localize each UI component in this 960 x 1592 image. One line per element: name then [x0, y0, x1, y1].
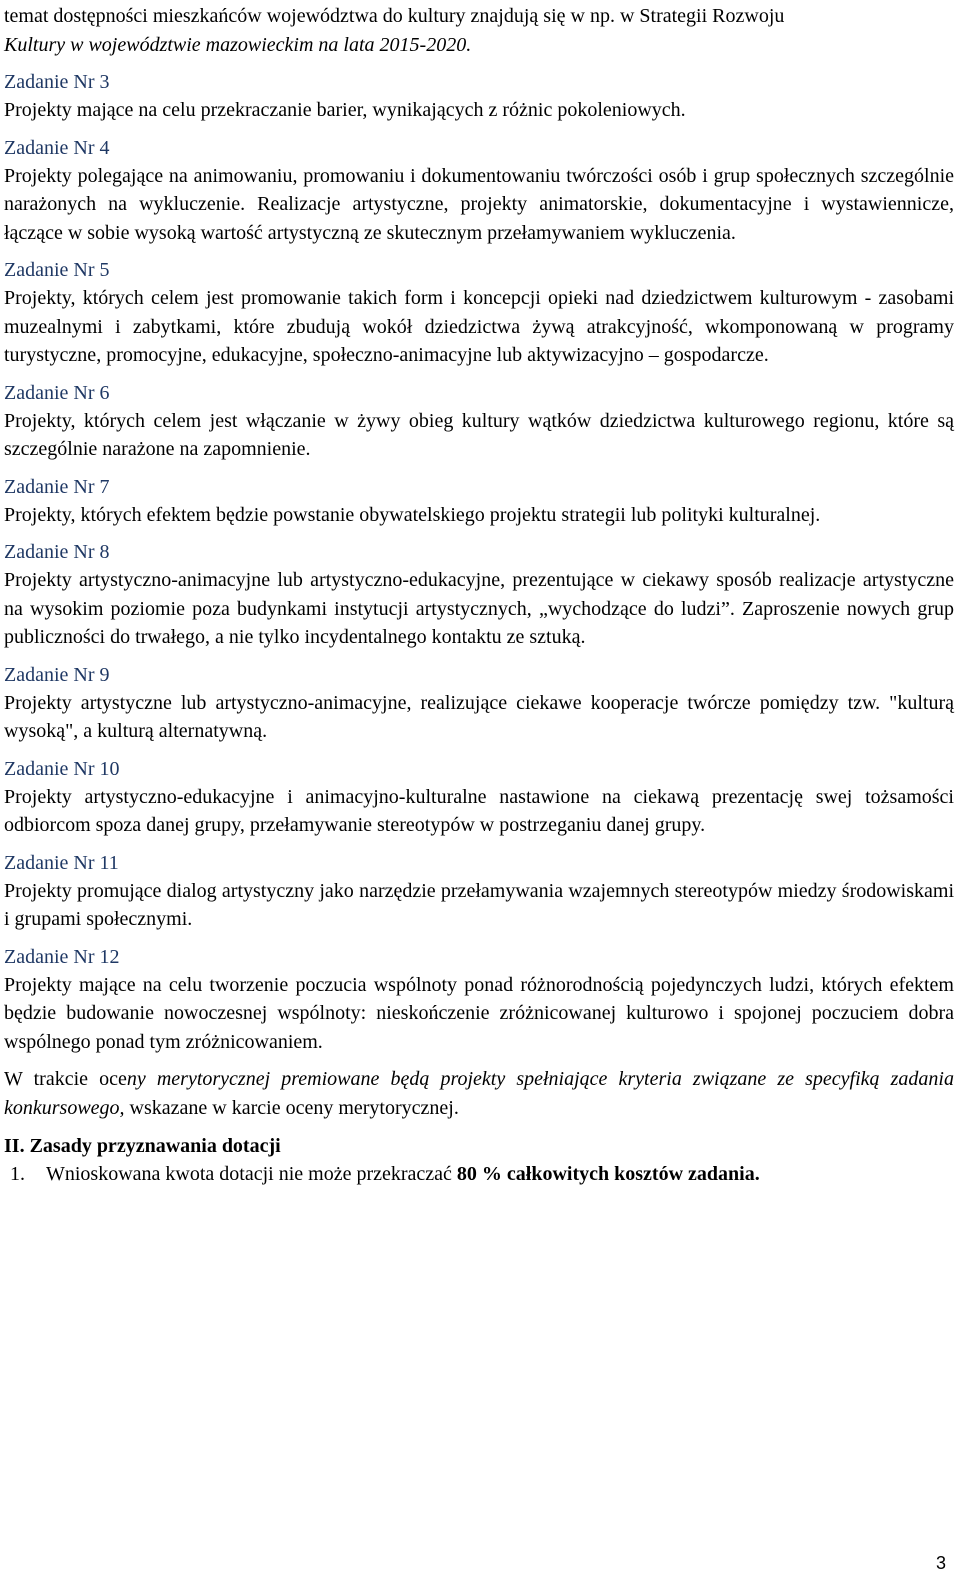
task-description: Projekty mające na celu tworzenie poczucia wspólnoty ponad różnorodnością pojedynczych ludzi, których efektem będzie budowanie nowoczesnej wspólnoty: nieskończenie zróżnicowanej kulturowo i spojonej poczuciem dobra wspólnego ponad tym zróżnicowaniem. [4, 973, 954, 1053]
task-heading: Zadanie Nr 10 [4, 757, 120, 780]
task-heading: Zadanie Nr 6 [4, 381, 110, 404]
task-description: Projekty artystyczne lub artystyczno-animacyjne, realizujące ciekawe kooperacje twórcze pomiędzy tzw. "kulturą wysoką", a kulturą alternatywną. [4, 691, 954, 742]
task-heading: Zadanie Nr 7 [4, 475, 110, 498]
task-section-10 [4, 755, 954, 840]
task-heading: Zadanie Nr 5 [4, 259, 110, 281]
task-description: Projekty artystyczno-animacyjne lub artystyczno-edukacyjne, prezentujące w ciekawy sposób realizacje artystyczne na wysokim poziomie poza budynkami instytucji artystycznych, „wychodzące do ludzi”. Zaproszenie nowych grup publiczności do trwałego, a nie tylko incydentalnego kontaktu ze sztuką. [4, 569, 954, 648]
task-section-4 [4, 134, 954, 248]
section-title: II. Zasady przyznawania dotacji [4, 1135, 281, 1157]
task-section-9 [4, 661, 954, 746]
task-heading: Zadanie Nr 4 [4, 136, 110, 159]
task-section-7 [4, 473, 954, 530]
task-heading: Zadanie Nr 12 [4, 945, 120, 968]
task-section-3 [4, 68, 954, 125]
document-content [4, 2, 954, 1188]
task-section-12 [4, 943, 954, 1057]
list-item-text-regular: Wnioskowana kwota dotacji nie może przekraczać [46, 1163, 457, 1185]
intro-paragraph [4, 2, 954, 59]
list-item-number: 1. [10, 1163, 25, 1185]
page-number: 3 [935, 1553, 946, 1573]
task-section-11 [4, 849, 954, 934]
task-section-5 [4, 256, 954, 370]
task-description: Projekty mające na celu przekraczanie barier, wynikających z różnic pokoleniowych. [4, 99, 686, 121]
list-item [10, 1160, 954, 1188]
evaluation-note-start: W trakcie oce [4, 1068, 127, 1090]
task-heading: Zadanie Nr 3 [4, 71, 110, 93]
intro-line-1: temat dostępności mieszkańców województwa do kultury znajdują się w np. w Strategii Rozwoju [4, 5, 785, 27]
list-item-text-bold: 80 % całkowitych kosztów zadania. [456, 1163, 760, 1185]
task-heading: Zadanie Nr 8 [4, 541, 110, 563]
task-heading: Zadanie Nr 11 [4, 851, 119, 874]
task-section-6 [4, 379, 954, 464]
evaluation-note-end: wskazane w karcie oceny merytorycznej. [124, 1096, 459, 1119]
task-description: Projekty promujące dialog artystyczny jako narzędzie przełamywania wzajemnych stereotypów miedzy środowiskami i grupami społecznymi. [4, 879, 954, 930]
task-description: Projekty, których efektem będzie powstanie obywatelskiego projektu strategii lub polityki kulturalnej. [4, 503, 821, 526]
task-description: Projekty polegające na animowaniu, promowaniu i dokumentowaniu twórczości osób i grup społecznych szczególnie narażonych na wykluczenie. Realizacje artystyczne, projekty animatorskie, dokumentacyjne i wystawiennicze, łączące w sobie wysoką wartość artystyczną ze skutecznym przełamywaniem wykluczenia. [4, 164, 954, 244]
list-item-text [46, 1160, 760, 1188]
task-description: Projekty, których celem jest włączanie w żywy obieg kultury wątków dziedzictwa kulturowego regionu, które są szczególnie narażone na zapomnienie. [4, 409, 954, 460]
evaluation-note [4, 1065, 954, 1122]
task-description: Projekty, których celem jest promowanie takich form i koncepcji opieki nad dziedzictwem kulturowym - zasobami muzealnymi i zabytkami, które zbudują wokół dziedzictwa żywą atrakcyjność, wkomponowaną w programy turystyczne, promocyjne, edukacyjne, społeczno-animacyjne lub aktywizacyjno – gospodarcze. [4, 287, 954, 366]
task-section-8 [4, 538, 954, 652]
task-heading: Zadanie Nr 9 [4, 663, 110, 686]
intro-line-2: Kultury w województwie mazowieckim na lata 2015-2020. [4, 33, 472, 56]
evaluation-note-italic: ny merytorycznej premiowane będą projekty spełniające kryteria związane ze specyfiką zadania konkursowego, [4, 1068, 954, 1119]
task-description: Projekty artystyczno-edukacyjne i animacyjno-kulturalne nastawione na ciekawą prezentację swej tożsamości odbiorcom spoza danej grupy, przełamywanie stereotypów w postrzeganiu danej grupy. [4, 785, 954, 836]
